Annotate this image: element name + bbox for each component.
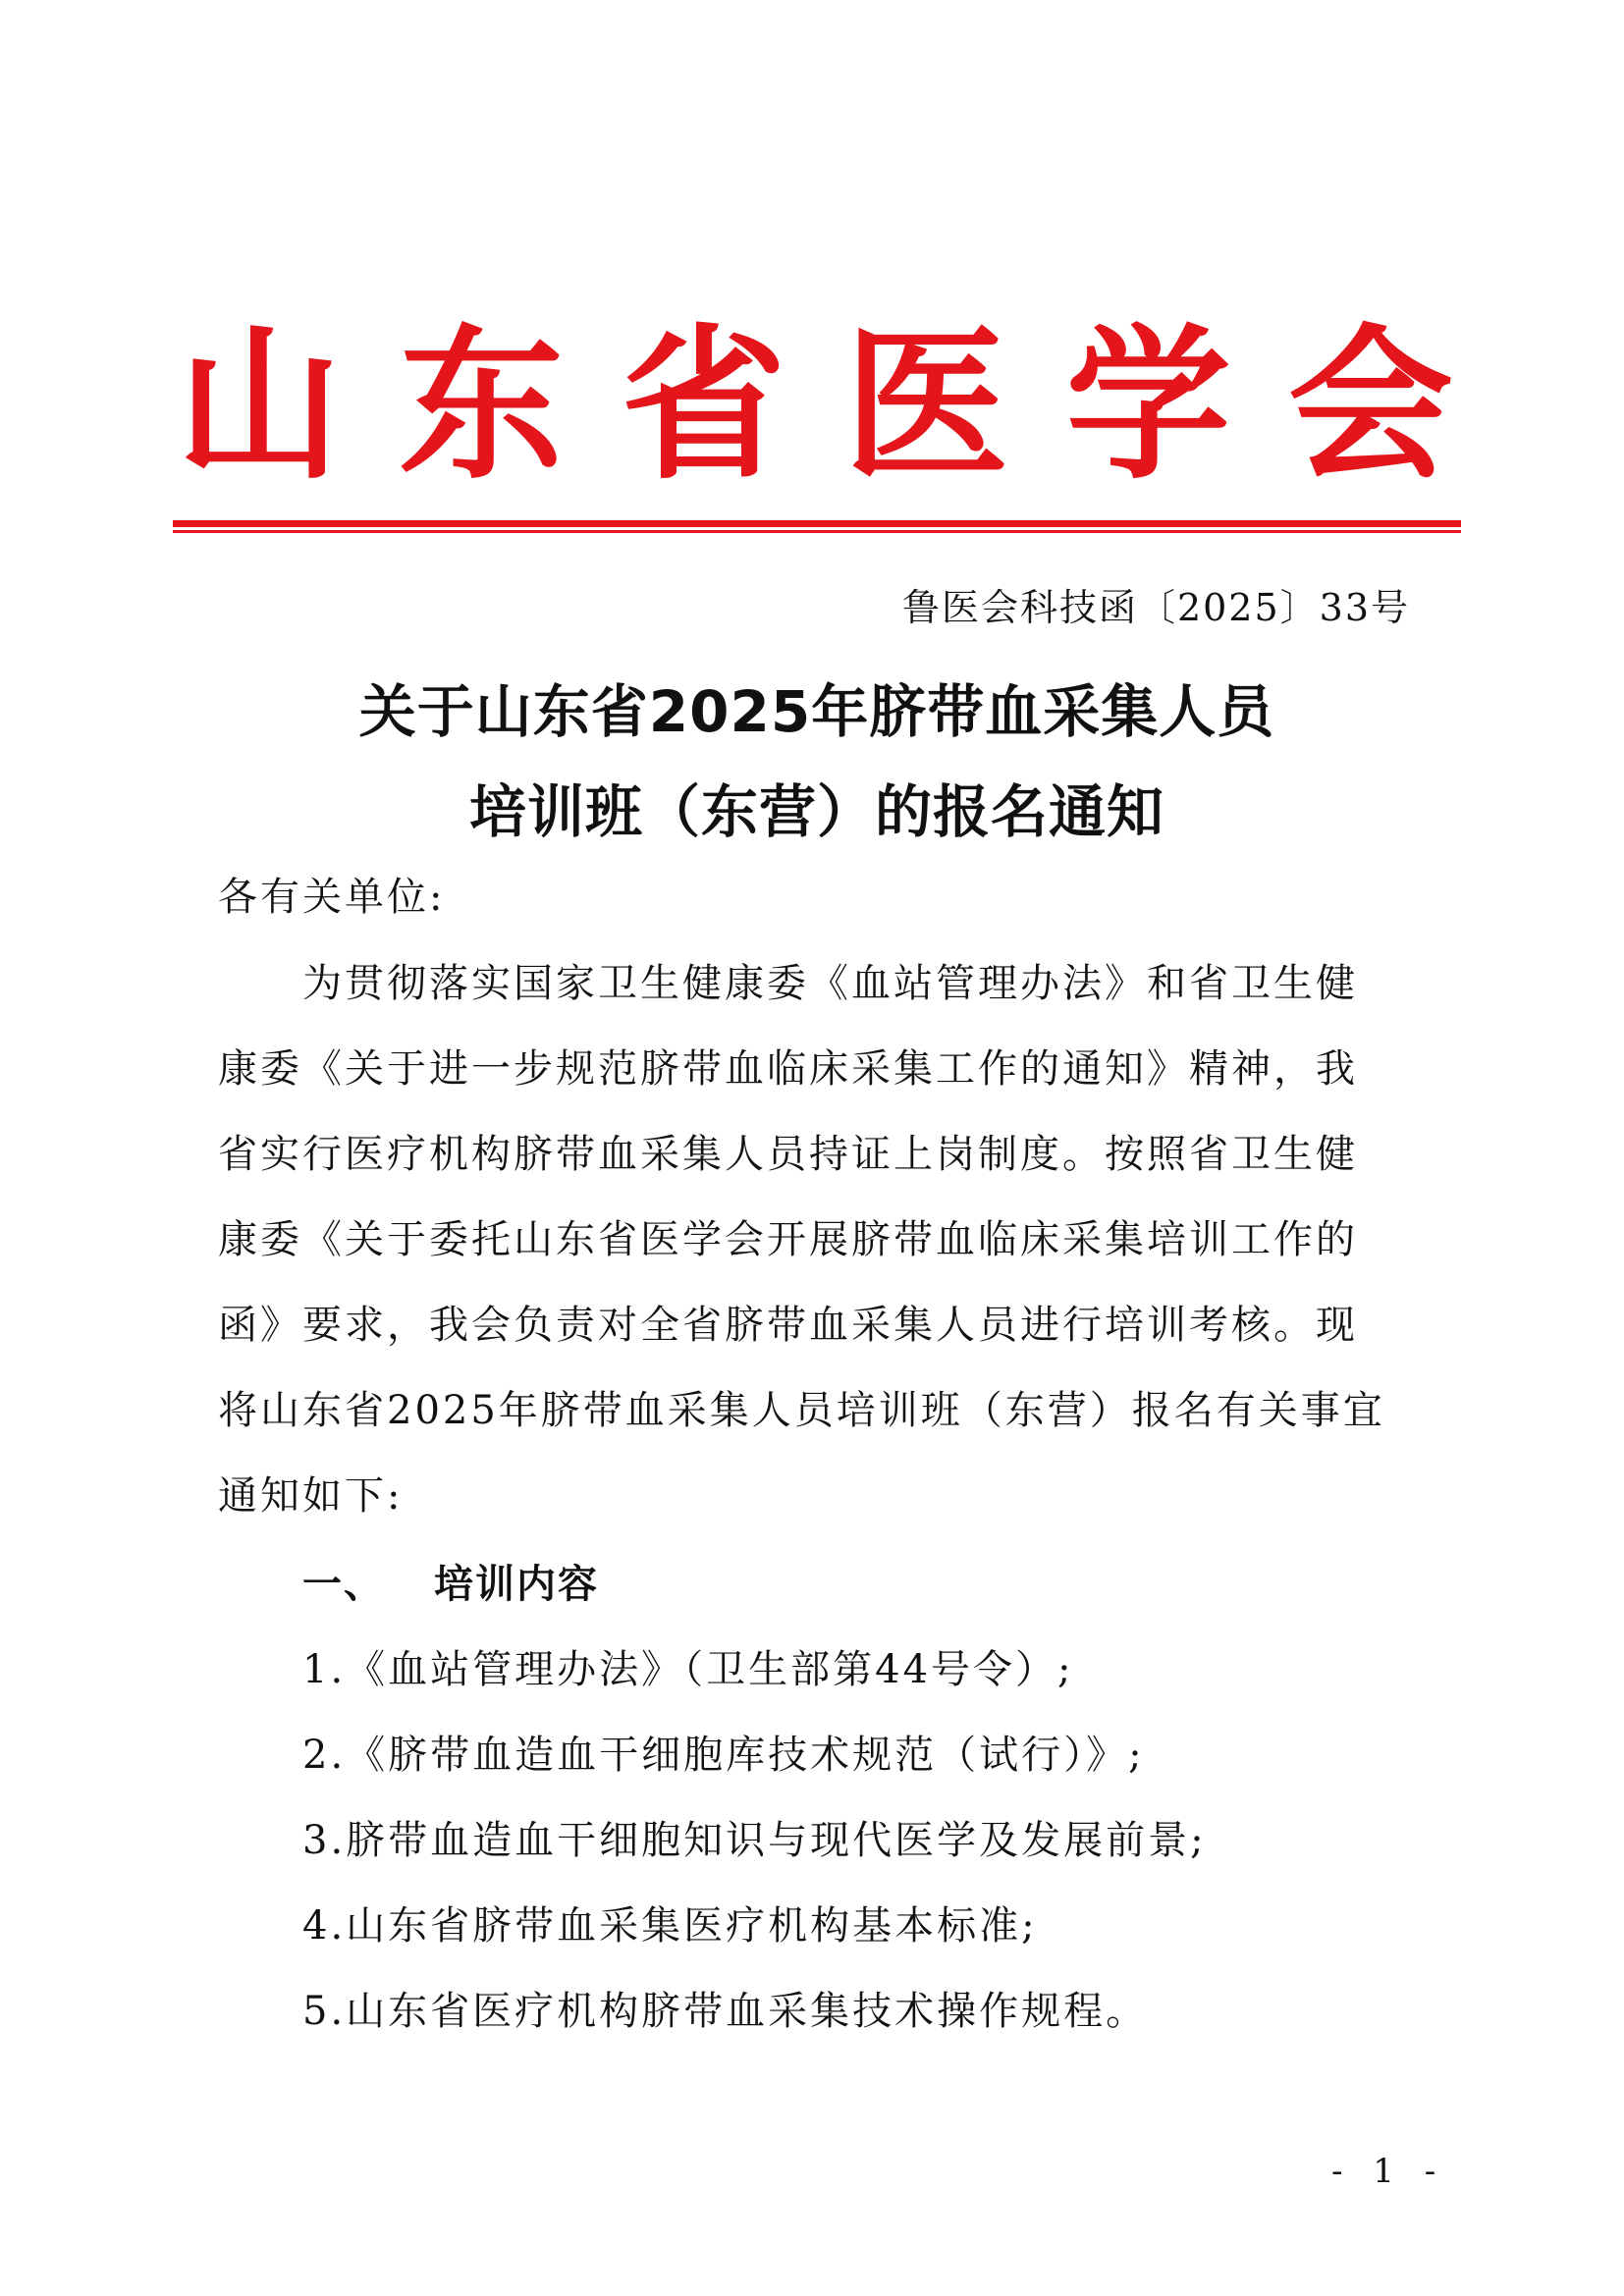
- masthead-divider-thin: [173, 530, 1461, 533]
- masthead-char: 会: [1287, 309, 1453, 502]
- masthead-char: 医: [843, 309, 1009, 502]
- list-item: 2.《脐带血造血干细胞库技术规范（试行）》;: [302, 1733, 1145, 1778]
- masthead-char: 省: [621, 309, 786, 502]
- body-line: 将山东省2025年脐带血采集人员培训班（东营）报名有关事宜: [218, 1388, 1385, 1433]
- body-line: 康委《关于委托山东省医学会开展脐带血临床采集培训工作的: [218, 1217, 1358, 1262]
- document-title-line-1: 关于山东省2025年脐带血采集人员: [358, 678, 1275, 745]
- document-title-line-2: 培训班（东营）的报名通知: [468, 778, 1164, 845]
- list-item: 4.山东省脐带血采集医疗机构基本标准;: [302, 1903, 1038, 1949]
- masthead-char: 山: [177, 309, 342, 502]
- body-line: 康委《关于进一步规范脐带血临床采集工作的通知》精神，我: [218, 1046, 1358, 1092]
- list-item: 5.山东省医疗机构脐带血采集技术操作规程。: [302, 1989, 1149, 2034]
- section-heading-training-content: [302, 1553, 599, 1609]
- masthead-char: 学: [1065, 309, 1231, 502]
- list-item: 1.《血站管理办法》（卫生部第44号令）;: [302, 1647, 1074, 1692]
- body-line: 函》要求，我会负责对全省脐带血采集人员进行培训考核。现: [218, 1303, 1358, 1348]
- section-number: 一、: [302, 1562, 385, 1607]
- salutation: 各有关单位:: [218, 875, 446, 920]
- page-number: - 1 -: [1331, 2152, 1446, 2191]
- body-line: 省实行医疗机构脐带血采集人员持证上岗制度。按照省卫生健: [218, 1132, 1358, 1177]
- body-line: 通知如下:: [218, 1473, 404, 1519]
- section-heading-label: 培训内容: [434, 1562, 599, 1607]
- masthead-char: 东: [399, 309, 565, 502]
- masthead-divider-thick: [173, 520, 1461, 527]
- document-number: 鲁医会科技函〔2025〕33号: [901, 586, 1410, 629]
- body-line: 为贯彻落实国家卫生健康委《血站管理办法》和省卫生健: [218, 961, 1358, 1006]
- list-item: 3.脐带血造血干细胞知识与现代医学及发展前景;: [302, 1818, 1207, 1863]
- masthead-title: [177, 309, 1453, 502]
